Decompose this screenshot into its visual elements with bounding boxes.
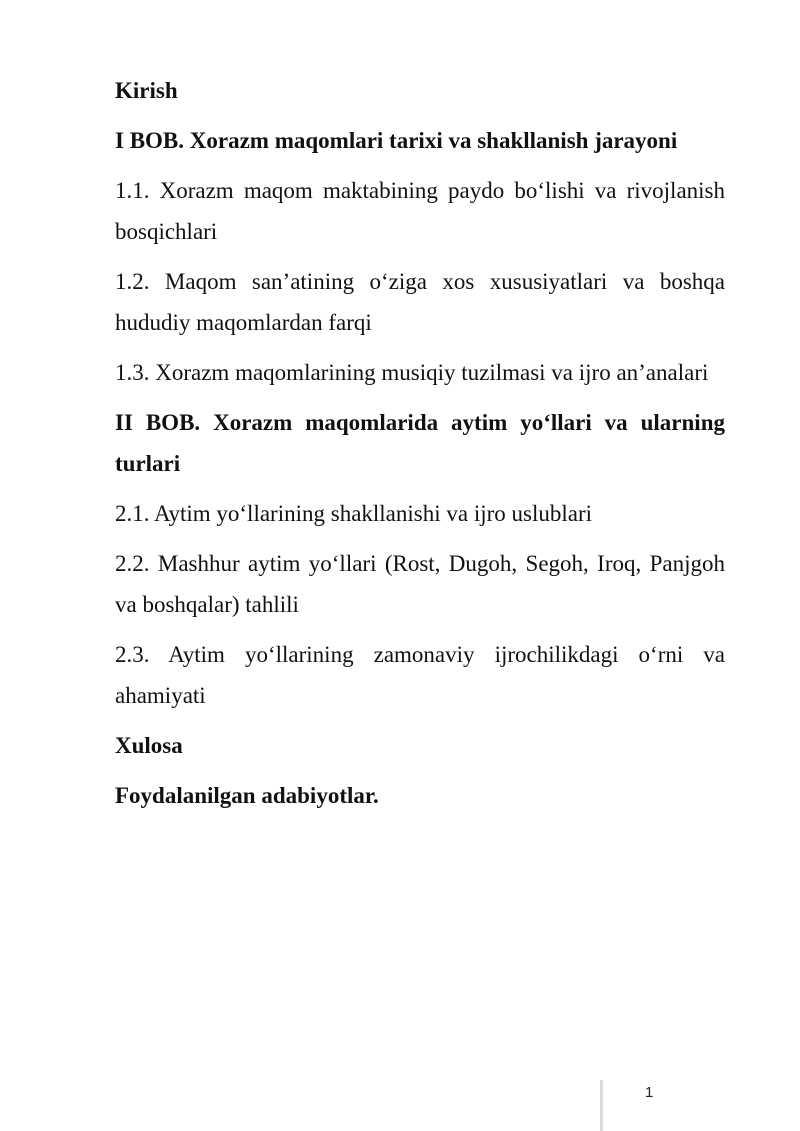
toc-entry-conclusion: Xulosa	[115, 733, 183, 758]
toc-section-2-3: 2.3. Aytim yo‘llarining zamonaviy ijrochilikdagi o‘rni va ahamiyati	[115, 642, 725, 708]
toc-chapter-1-title: I BOB. Xorazm maqomlari tarixi va shakllanish jarayoni	[115, 128, 678, 153]
toc-section-1-3: 1.3. Xorazm maqomlarining musiqiy tuzilmasi va ijro an’analari	[115, 360, 709, 385]
page-number: 1	[645, 1084, 654, 1101]
toc-entry-introduction: Kirish	[115, 78, 178, 103]
toc-entry-references: Foydalanilgan adabiyotlar.	[115, 783, 379, 808]
toc-chapter-2-title: II BOB. Xorazm maqomlarida aytim yo‘llari va ularning turlari	[115, 410, 725, 476]
footer-divider	[600, 1080, 603, 1131]
toc-section-2-1: 2.1. Aytim yo‘llarining shakllanishi va ijro uslublari	[115, 501, 593, 526]
toc-section-2-2: 2.2. Mashhur aytim yo‘llari (Rost, Dugoh, Segoh, Iroq, Panjgoh va boshqalar) tahlili	[115, 551, 725, 617]
toc-section-1-1: 1.1. Xorazm maqom maktabining paydo bo‘lishi va rivojlanish bosqichlari	[115, 178, 725, 244]
toc-section-1-2: 1.2. Maqom san’atining o‘ziga xos xususiyatlari va boshqa hududiy maqomlardan farqi	[115, 269, 725, 335]
table-of-contents	[115, 70, 725, 816]
